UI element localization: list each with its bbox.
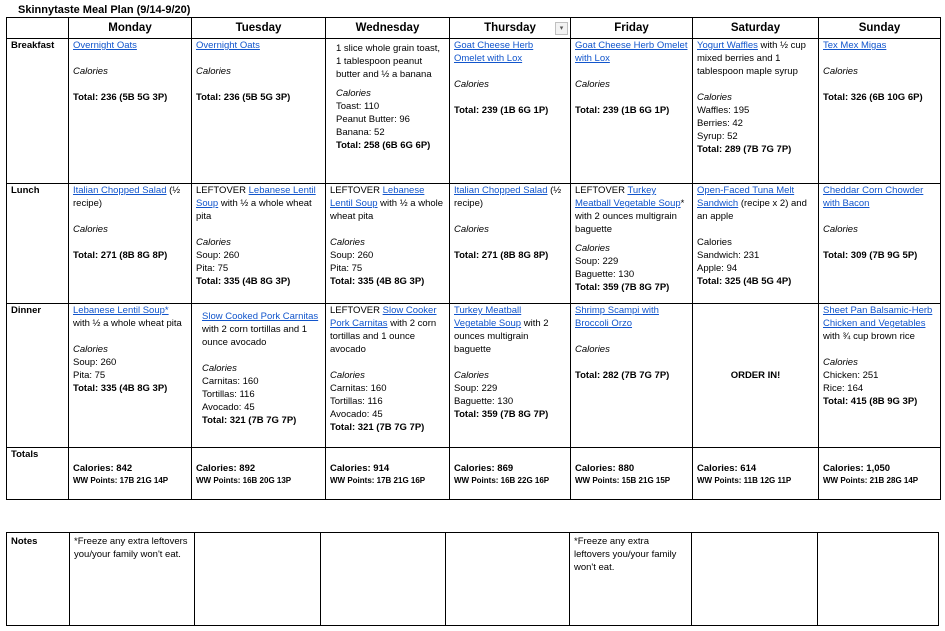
notes-thursday: [446, 533, 570, 626]
notes-sunday: [818, 533, 939, 626]
dinner-thursday: [450, 304, 571, 448]
calorie-item: Soup: 229: [454, 383, 498, 394]
row-header-notes: Notes: [7, 533, 70, 626]
meal-total: Total: 325 (4B 5G 4P): [697, 276, 792, 287]
dinner-wednesday: [326, 304, 450, 448]
meal-description: with 2 corn tortillas and 1 ounce avocado: [330, 318, 437, 355]
calories-label: Calories: [330, 370, 365, 381]
meal-description: (½ recipe): [73, 185, 181, 209]
meal-total: Total: 236 (5B 5G 3P): [73, 92, 168, 103]
daily-calories: Calories: 1,050: [823, 462, 891, 474]
meal-description: with ¾ cup brown rice: [823, 331, 915, 342]
meal-description: with ½ cup mixed berries and 1 tablespoon maple syrup: [697, 40, 806, 77]
leftover-label: LEFTOVER: [575, 185, 628, 196]
meal-description: with 2 corn tortillas and 1 ounce avocado: [202, 324, 308, 348]
calorie-item: Soup: 260: [73, 357, 117, 368]
recipe-link[interactable]: Goat Cheese Herb Omelet with Lox: [575, 40, 688, 64]
meal-total: Total: 335 (4B 8G 3P): [196, 276, 291, 287]
calories-label: Calories: [823, 66, 858, 77]
dinner-tuesday: [192, 304, 326, 448]
recipe-link[interactable]: Slow Cooker Pork Carnitas: [330, 305, 437, 329]
day-header-thursday: [450, 18, 571, 39]
totals-friday: [571, 448, 693, 500]
meal-total: Total: 415 (8B 9G 3P): [823, 396, 918, 407]
totals-wednesday: [326, 448, 450, 500]
recipe-link[interactable]: Goat Cheese Herb Omelet with Lox: [454, 40, 534, 64]
totals-saturday: [693, 448, 819, 500]
totals-tuesday: [192, 448, 326, 500]
breakfast-tuesday: [192, 39, 326, 184]
lunch-monday: [69, 184, 192, 304]
recipe-link[interactable]: Open-Faced Tuna Melt Sandwich: [697, 185, 795, 209]
dinner-monday: [69, 304, 192, 448]
recipe-link[interactable]: Italian Chopped Salad: [454, 185, 548, 196]
meal-total: Total: 359 (7B 8G 7P): [575, 282, 670, 293]
row-header-breakfast: Breakfast: [7, 39, 69, 184]
meal-total: Total: 239 (1B 6G 1P): [575, 105, 670, 116]
recipe-link[interactable]: Slow Cooked Pork Carnitas: [202, 311, 319, 322]
calorie-item: Tortillas: 116: [330, 396, 383, 407]
meal-total: Total: 326 (6B 10G 6P): [823, 92, 923, 103]
meal-total: Total: 289 (7B 7G 7P): [697, 144, 792, 155]
breakfast-monday: [69, 39, 192, 184]
notes-table: [6, 532, 939, 626]
recipe-link[interactable]: Overnight Oats: [196, 40, 260, 51]
meal-total: Total: 359 (7B 8G 7P): [454, 409, 549, 420]
notes-friday: *Freeze any extra leftovers you/your family won't eat.: [570, 533, 692, 626]
calories-label: Calories: [73, 66, 108, 77]
leftover-label: LEFTOVER: [196, 185, 249, 196]
breakfast-friday: [571, 39, 693, 184]
day-header-friday: Friday: [571, 18, 693, 39]
calorie-item: Waffles: 195: [697, 105, 750, 116]
row-header-totals: Totals: [7, 448, 69, 500]
calorie-item: Sandwich: 231: [697, 250, 760, 261]
meal-description: (½ recipe): [454, 185, 562, 209]
ww-points: WW Points: 16B 20G 13P: [196, 475, 292, 485]
row-header-lunch: Lunch: [7, 184, 69, 304]
breakfast-sunday: [819, 39, 941, 184]
dinner-sunday: [819, 304, 941, 448]
calories-label: Calories: [202, 363, 237, 374]
daily-calories: Calories: 914: [330, 462, 390, 474]
meal-description: with 2 ounces multigrain baguette: [454, 318, 549, 355]
ww-points: WW Points: 17B 21G 16P: [330, 475, 426, 485]
lunch-sunday: [819, 184, 941, 304]
dropdown-arrow-icon[interactable]: ▾: [555, 22, 568, 35]
breakfast-wednesday: [326, 39, 450, 184]
lunch-tuesday: [192, 184, 326, 304]
day-header-tuesday: Tuesday: [192, 18, 326, 39]
recipe-link[interactable]: Turkey Meatball Vegetable Soup: [454, 305, 522, 329]
dinner-saturday-order-in: ORDER IN!: [693, 304, 819, 448]
totals-thursday: [450, 448, 571, 500]
meal-plan-table: [6, 17, 941, 500]
calories-label: Calories: [823, 224, 858, 235]
corner-cell: [7, 18, 69, 39]
calorie-item: Pita: 75: [330, 263, 363, 274]
ww-points: WW Points: 11B 12G 11P: [697, 475, 792, 485]
recipe-link[interactable]: Italian Chopped Salad: [73, 185, 167, 196]
meal-total: Total: 271 (8B 8G 8P): [73, 250, 168, 261]
calories-label: Calories: [196, 237, 231, 248]
leftover-label: LEFTOVER: [330, 185, 383, 196]
calorie-item: Apple: 94: [697, 263, 738, 274]
meal-description: with ½ a whole wheat pita: [73, 318, 182, 329]
calorie-item: Pita: 75: [196, 263, 229, 274]
ww-points: WW Points: 16B 22G 16P: [454, 475, 550, 485]
calorie-item: Avocado: 45: [330, 409, 383, 420]
recipe-link[interactable]: Turkey Meatball Vegetable Soup: [575, 185, 681, 209]
lunch-saturday: [693, 184, 819, 304]
calories-label: Calories: [73, 344, 108, 355]
meal-total: Total: 321 (7B 7G 7P): [330, 422, 425, 433]
daily-calories: Calories: 880: [575, 462, 635, 474]
notes-monday: *Freeze any extra leftovers you/your family won't eat.: [70, 533, 195, 626]
meal-total: Total: 335 (4B 8G 3P): [330, 276, 425, 287]
meal-description: 1 slice whole grain toast, 1 tablespoon peanut butter and ½ a banana: [336, 43, 441, 80]
day-header-saturday: Saturday: [693, 18, 819, 39]
recipe-link[interactable]: Lebanese Lentil Soup: [330, 185, 425, 209]
page-title: Skinnytaste Meal Plan (9/14-9/20): [18, 4, 191, 16]
calories-label: Calories: [73, 224, 108, 235]
lunch-friday: [571, 184, 693, 304]
calories-label: Calories: [697, 237, 732, 248]
recipe-link[interactable]: Tex Mex Migas: [823, 40, 887, 51]
calorie-item: Carnitas: 160: [330, 383, 387, 394]
calorie-item: Tortillas: 116: [202, 389, 255, 400]
calories-label: Calories: [454, 224, 489, 235]
calories-label: Calories: [575, 344, 610, 355]
recipe-link[interactable]: Sheet Pan Balsamic-Herb Chicken and Vegetables: [823, 305, 933, 329]
meal-description: with ½ a whole wheat pita: [196, 198, 312, 222]
lunch-thursday: [450, 184, 571, 304]
notes-wednesday: [321, 533, 446, 626]
calories-label: Calories: [196, 66, 231, 77]
meal-total: Total: 258 (6B 6G 6P): [336, 140, 431, 151]
totals-monday: [69, 448, 192, 500]
meal-total: Total: 236 (5B 5G 3P): [196, 92, 291, 103]
leftover-label: LEFTOVER: [330, 305, 383, 316]
meal-total: Total: 239 (1B 6G 1P): [454, 105, 549, 116]
calories-label: Calories: [575, 243, 610, 254]
meal-description: (recipe x 2) and an apple: [697, 198, 807, 222]
recipe-link[interactable]: Lebanese Lentil Soup*: [73, 305, 169, 316]
lunch-wednesday: [326, 184, 450, 304]
calorie-item: Pita: 75: [73, 370, 106, 381]
calorie-item: Peanut Butter: 96: [336, 114, 410, 125]
calories-label: Calories: [697, 92, 732, 103]
ww-points: WW Points: 15B 21G 15P: [575, 475, 671, 485]
day-header-wednesday: Wednesday: [326, 18, 450, 39]
calorie-item: Carnitas: 160: [202, 376, 259, 387]
calorie-item: Soup: 229: [575, 256, 619, 267]
day-label: Thursday: [484, 21, 536, 34]
ww-points: WW Points: 17B 21G 14P: [73, 475, 169, 485]
calorie-item: Banana: 52: [336, 127, 385, 138]
day-header-sunday: Sunday: [819, 18, 941, 39]
ww-points: WW Points: 21B 28G 14P: [823, 475, 919, 485]
calories-label: Calories: [823, 357, 858, 368]
daily-calories: Calories: 842: [73, 462, 133, 474]
calories-label: Calories: [454, 370, 489, 381]
calorie-item: Rice: 164: [823, 383, 864, 394]
meal-description: with ½ a whole wheat pita: [330, 198, 444, 222]
meal-total: Total: 309 (7B 9G 5P): [823, 250, 918, 261]
meal-total: Total: 282 (7B 7G 7P): [575, 370, 670, 381]
calorie-item: Avocado: 45: [202, 402, 255, 413]
calorie-item: Baguette: 130: [454, 396, 514, 407]
daily-calories: Calories: 869: [454, 462, 514, 474]
recipe-link[interactable]: Shrimp Scampi with Broccoli Orzo: [575, 305, 659, 329]
dinner-friday: [571, 304, 693, 448]
meal-description: * with 2 ounces multigrain baguette: [575, 198, 685, 235]
totals-sunday: [819, 448, 941, 500]
row-header-dinner: Dinner: [7, 304, 69, 448]
meal-total: Total: 321 (7B 7G 7P): [202, 415, 297, 426]
calories-label: Calories: [454, 79, 489, 90]
calorie-item: Soup: 260: [330, 250, 374, 261]
daily-calories: Calories: 614: [697, 462, 757, 474]
calories-label: Calories: [336, 88, 371, 99]
calorie-item: Syrup: 52: [697, 131, 738, 142]
recipe-link[interactable]: Lebanese Lentil Soup: [196, 185, 316, 209]
calorie-item: Toast: 110: [336, 101, 380, 112]
meal-total: Total: 271 (8B 8G 8P): [454, 250, 549, 261]
daily-calories: Calories: 892: [196, 462, 256, 474]
recipe-link[interactable]: Yogurt Waffles: [697, 40, 758, 51]
calorie-item: Soup: 260: [196, 250, 240, 261]
calories-label: Calories: [330, 237, 365, 248]
notes-tuesday: [195, 533, 321, 626]
day-header-monday: Monday: [69, 18, 192, 39]
calorie-item: Chicken: 251: [823, 370, 879, 381]
calorie-item: Berries: 42: [697, 118, 743, 129]
meal-total: Total: 335 (4B 8G 3P): [73, 383, 168, 394]
recipe-link[interactable]: Cheddar Corn Chowder with Bacon: [823, 185, 924, 209]
recipe-link[interactable]: Overnight Oats: [73, 40, 137, 51]
notes-saturday: [692, 533, 818, 626]
breakfast-thursday: [450, 39, 571, 184]
breakfast-saturday: [693, 39, 819, 184]
calorie-item: Baguette: 130: [575, 269, 635, 280]
calories-label: Calories: [575, 79, 610, 90]
